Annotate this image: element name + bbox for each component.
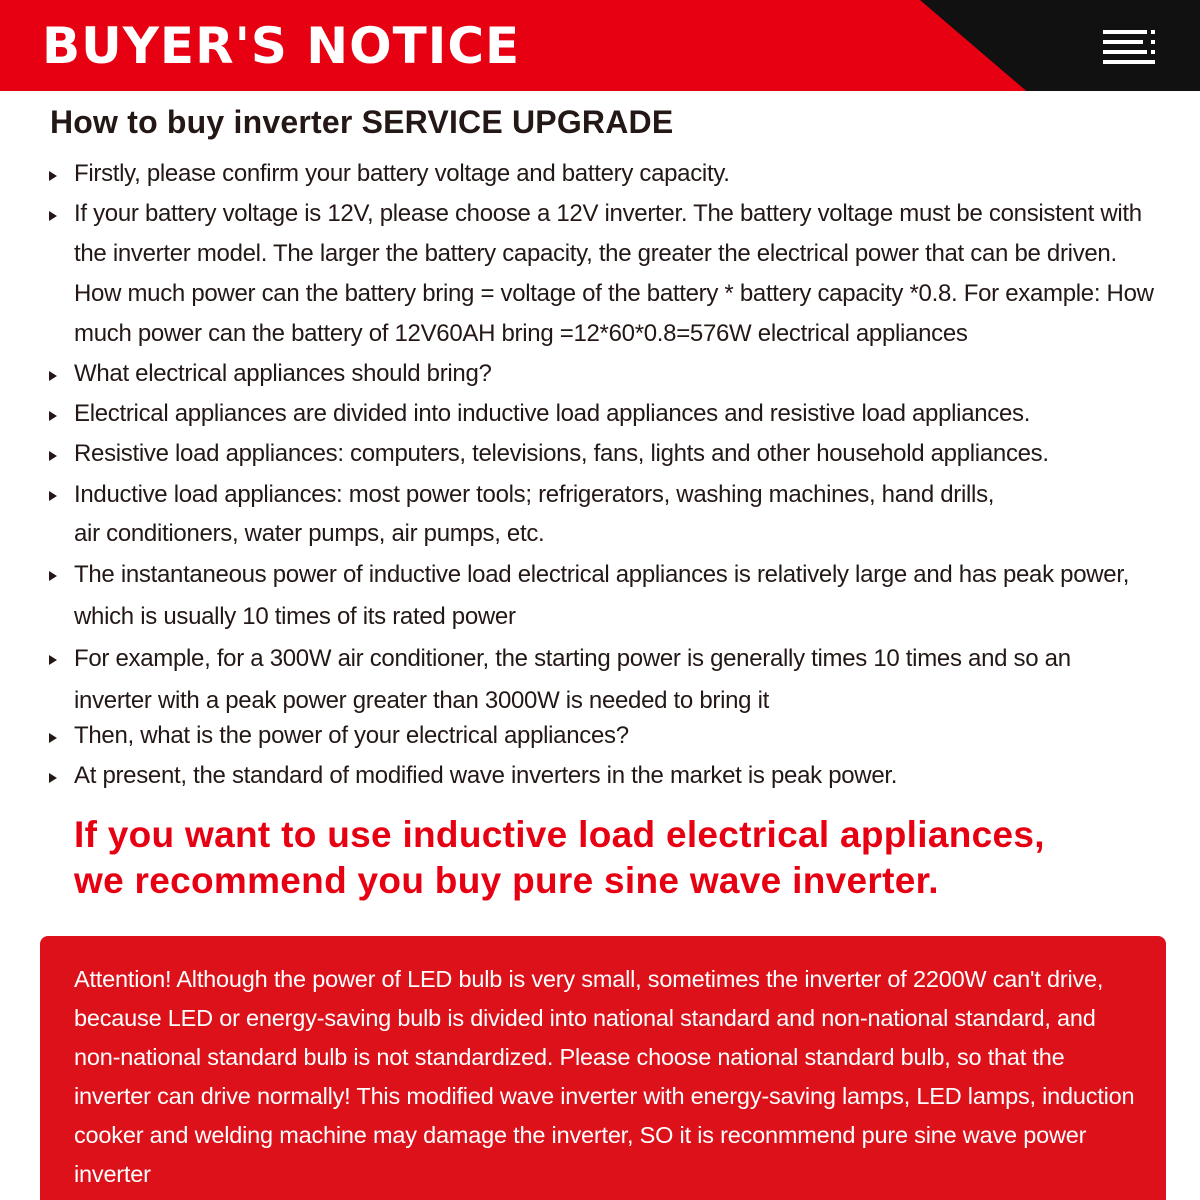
list-item-text: At present, the standard of modified wave inverters in the market is peak power. [74, 762, 898, 789]
triangle-bullet-icon [49, 171, 57, 181]
recommendation-highlight [74, 812, 1134, 904]
list-item-text: Firstly, please confirm your battery voltage and battery capacity. [74, 160, 730, 187]
attention-text: Attention! Although the power of LED bulb is very small, sometimes the inverter of 2200W can't drive, because LED or energy-saving bulb is divided into national standard and non-national standard, and non-national standard bulb is not standardized. Please choose national standard bulb, so that the inverter can drive normally! This modified wave inverter with energy-saving lamps, LED lamps, induction cooker and welding machine may damage the inverter, SO it is reconmmend pure sine wave power inverter [74, 966, 1135, 1187]
header-banner [0, 0, 1200, 91]
recommendation-line-2: we recommend you buy pure sine wave inverter. [74, 860, 939, 901]
list-item-text: If your battery voltage is 12V, please choose a 12V inverter. The battery voltage must be consistent with the inverter model. The larger the battery capacity, the greater the electrical power that can be driven. How much power can the battery bring = voltage of the battery * battery capacity *0.8. For example: How much power can the battery of 12V60AH bring =12*60*0.8=576W electrical appliances [74, 200, 1154, 347]
triangle-bullet-icon [49, 211, 57, 221]
triangle-bullet-icon [49, 655, 57, 665]
page-title: BUYER'S NOTICE [42, 17, 521, 75]
list-item-text: What electrical appliances should bring? [74, 360, 492, 387]
header-black-corner [920, 0, 1200, 91]
list-item-text: Electrical appliances are divided into inductive load appliances and resistive load appliances. [74, 400, 1031, 427]
triangle-bullet-icon [49, 571, 57, 581]
triangle-bullet-icon [49, 371, 57, 381]
attention-box [40, 936, 1166, 1200]
list-item-text: Inductive load appliances: most power tools; refrigerators, washing machines, hand drills, air conditioners, water pumps, air pumps, etc. [74, 481, 995, 547]
menu-icon[interactable] [1103, 30, 1155, 64]
triangle-bullet-icon [49, 411, 57, 421]
list-item-text: Then, what is the power of your electrical appliances? [74, 722, 629, 749]
list-item-text: Resistive load appliances: computers, televisions, fans, lights and other household appliances. [74, 440, 1049, 467]
triangle-bullet-icon [49, 491, 57, 501]
list-item-text: The instantaneous power of inductive load electrical appliances is relatively large and has peak power, which is usually 10 times of its rated power [74, 561, 1130, 630]
recommendation-line-1: If you want to use inductive load electrical appliances, [74, 814, 1045, 855]
section-subtitle: How to buy inverter SERVICE UPGRADE [50, 104, 674, 140]
triangle-bullet-icon [49, 733, 57, 743]
triangle-bullet-icon [49, 451, 57, 461]
triangle-bullet-icon [49, 773, 57, 783]
list-item-text: For example, for a 300W air conditioner, the starting power is generally times 10 times and so an inverter with a peak power greater than 3000W is needed to bring it [74, 645, 1071, 714]
